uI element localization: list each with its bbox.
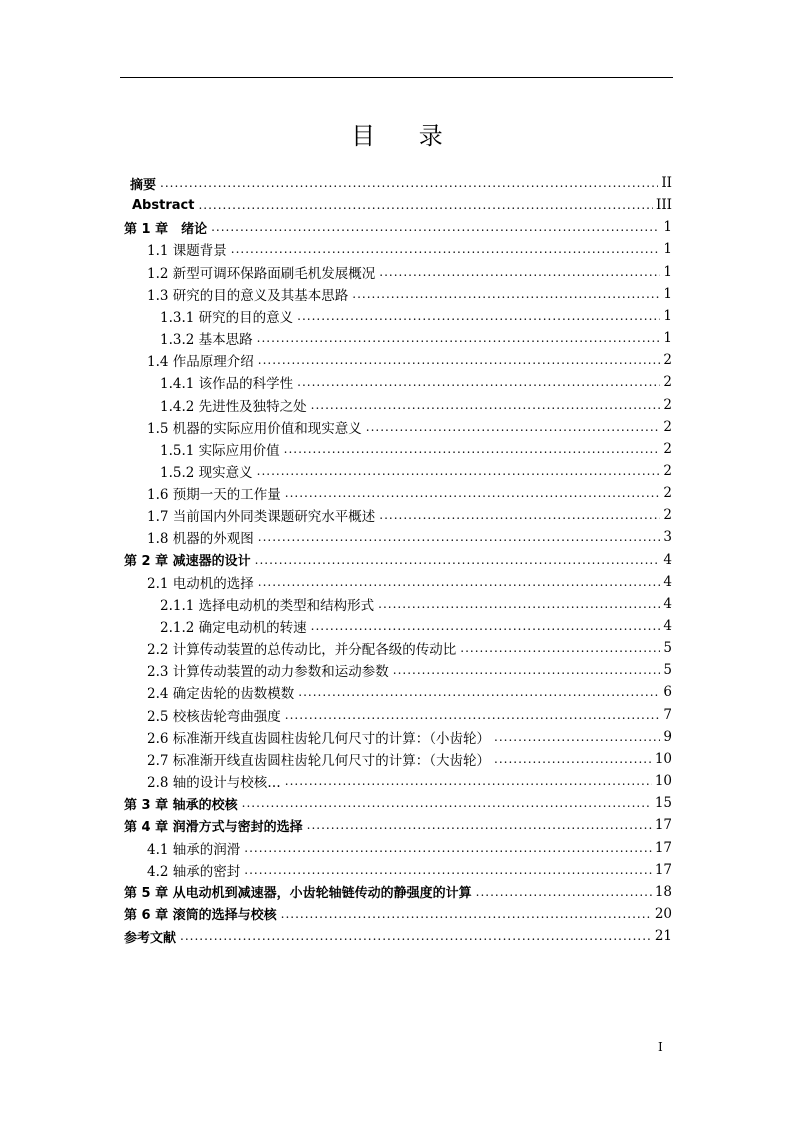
toc-entry-page: 2 — [663, 352, 672, 369]
toc-leader-dots — [242, 796, 652, 810]
toc-entry[interactable] — [147, 482, 672, 504]
toc-leader-dots — [198, 198, 653, 212]
toc-entry-page: 1 — [663, 307, 672, 324]
toc-entry-page: 2 — [663, 418, 672, 435]
toc-leader-dots — [244, 841, 652, 855]
toc-entry-label: 1.8 机器的外观图 — [147, 531, 254, 548]
toc-entry-page: 5 — [663, 640, 672, 657]
toc-entry-page: 10 — [654, 750, 672, 767]
toc-entry[interactable] — [147, 770, 672, 792]
toc-entry-page: 21 — [654, 928, 672, 945]
toc-entry-label: 第 2 章 减速器的设计 — [124, 554, 251, 570]
toc-entry[interactable] — [124, 903, 672, 925]
toc-leader-dots — [494, 752, 652, 766]
toc-entry-page: 2 — [663, 507, 672, 524]
toc-leader-dots — [258, 530, 661, 544]
toc-leader-dots — [366, 420, 661, 434]
toc-entry-label: 2.6 标准渐开线直齿圆柱齿轮几何尺寸的计算：（小齿轮） — [147, 730, 491, 747]
toc-leader-dots — [244, 863, 652, 877]
toc-leader-dots — [311, 398, 661, 412]
toc-entry[interactable] — [147, 238, 672, 260]
toc-entry-label: 2.2 计算传动装置的总传动比，并分配各级的传动比 — [147, 642, 457, 659]
toc-entry[interactable] — [147, 726, 672, 748]
toc-leader-dots — [258, 575, 661, 589]
toc-entry[interactable] — [160, 305, 672, 327]
toc-entry[interactable] — [124, 792, 672, 814]
toc-entry[interactable] — [124, 216, 672, 238]
toc-entry-page: 17 — [654, 861, 672, 878]
toc-leader-dots — [311, 619, 661, 633]
toc-leader-dots — [379, 508, 660, 522]
toc-leader-dots — [281, 907, 652, 921]
toc-entry-label: 1.2 新型可调环保路面刷毛机发展概况 — [147, 265, 376, 282]
toc-entry-page: 2 — [663, 462, 672, 479]
toc-entry-label: 2.1.1 选择电动机的类型和结构形式 — [160, 597, 375, 614]
toc-leader-dots — [211, 220, 660, 234]
toc-leader-dots — [231, 242, 661, 256]
toc-entry[interactable] — [147, 704, 672, 726]
toc-leader-dots — [258, 353, 661, 367]
toc-entry-page: 10 — [654, 773, 672, 790]
toc-entry[interactable] — [160, 615, 672, 637]
toc-entry[interactable] — [147, 526, 672, 548]
toc-entry-label: 1.4 作品原理介绍 — [147, 354, 254, 371]
toc-entry-label: 1.5.1 实际应用价值 — [160, 442, 280, 459]
toc-entry[interactable] — [160, 460, 672, 482]
toc-entry[interactable] — [147, 659, 672, 681]
toc-entry-label: 1.6 预期一天的工作量 — [147, 487, 281, 504]
toc-entry[interactable] — [124, 814, 672, 836]
toc-entry[interactable] — [147, 859, 672, 881]
toc-entry-label: 摘要 — [130, 177, 157, 193]
toc-entry[interactable] — [124, 925, 672, 947]
toc-entry-page: 2 — [663, 485, 672, 502]
toc-entry[interactable] — [160, 593, 672, 615]
toc-leader-dots — [160, 176, 658, 190]
toc-entry-label: 1.5 机器的实际应用价值和现实意义 — [147, 420, 362, 437]
toc-entry-label: 1.4.2 先进性及独特之处 — [160, 398, 307, 415]
toc-leader-dots — [352, 287, 660, 301]
toc-entry-label: 参考文献 — [124, 930, 177, 946]
toc-entry-label: 2.3 计算传动装置的动力参数和运动参数 — [147, 664, 389, 681]
toc-entry-page: 1 — [663, 219, 672, 236]
toc-entry-page: 4 — [663, 551, 672, 568]
toc-entry-label: 1.4.1 该作品的科学性 — [160, 376, 294, 393]
header-rule — [120, 77, 673, 78]
toc-entry[interactable] — [147, 349, 672, 371]
toc-leader-dots — [285, 708, 661, 722]
toc-leader-dots — [255, 553, 661, 567]
toc-entry-page: 3 — [663, 529, 672, 546]
toc-entry-page: 4 — [663, 595, 672, 612]
toc-entry-label: 2.5 校核齿轮弯曲强度 — [147, 708, 281, 725]
toc-entry[interactable] — [147, 571, 672, 593]
toc-entry-page: 17 — [654, 839, 672, 856]
toc-entry[interactable] — [147, 748, 672, 770]
toc-entry[interactable] — [147, 416, 672, 438]
toc-entry-label: 2.1 电动机的选择 — [147, 575, 254, 592]
toc-entry[interactable] — [147, 504, 672, 526]
toc-leader-dots — [257, 331, 661, 345]
toc-leader-dots — [180, 929, 652, 943]
toc-entry-page: 1 — [663, 285, 672, 302]
toc-entry-label: 第 6 章 滚筒的选择与校核 — [124, 908, 277, 924]
toc-leader-dots — [297, 309, 660, 323]
toc-leader-dots — [307, 818, 652, 832]
toc-leader-dots — [476, 885, 652, 899]
toc-leader-dots — [285, 486, 661, 500]
toc-entry-label: 2.8 轴的设计与校核… — [147, 775, 281, 792]
toc-entry-label: 1.3.2 基本思路 — [160, 332, 253, 349]
toc-entry[interactable] — [124, 881, 672, 903]
toc-leader-dots — [393, 663, 661, 677]
toc-entry-page: 2 — [663, 396, 672, 413]
toc-entry-label: 1.7 当前国内外同类课题研究水平概述 — [147, 509, 376, 526]
toc-leader-dots — [285, 774, 652, 788]
toc-leader-dots — [494, 730, 660, 744]
toc-entry[interactable] — [147, 261, 672, 283]
toc-entry-label: 1.3.1 研究的目的意义 — [160, 309, 294, 326]
toc-entry[interactable] — [160, 394, 672, 416]
toc-entry-label: 第 5 章 从电动机到减速器，小齿轮轴链传动的静强度的计算 — [124, 886, 472, 902]
toc-entry-label: 2.1.2 确定电动机的转速 — [160, 620, 307, 636]
page-title: 目 录 — [351, 122, 461, 150]
toc-entry-label: 第 4 章 润滑方式与密封的选择 — [124, 819, 303, 835]
toc-entry-label: 1.5.2 现实意义 — [160, 464, 253, 481]
toc-entry-page: 18 — [654, 883, 672, 900]
toc-entry-page: 7 — [663, 706, 672, 723]
toc-leader-dots — [297, 375, 660, 389]
toc-entry-label: 4.1 轴承的润滑 — [147, 841, 241, 858]
toc-entry[interactable] — [147, 837, 672, 859]
toc-entry-label: 2.4 确定齿轮的齿数模数 — [147, 686, 295, 703]
toc-entry-page: 1 — [663, 330, 672, 347]
toc-entry-page: 1 — [663, 241, 672, 258]
toc-entry-label: 第 3 章 轴承的校核 — [124, 797, 238, 813]
toc-leader-dots — [257, 464, 661, 478]
toc-leader-dots — [298, 685, 660, 699]
toc-leader-dots — [460, 641, 660, 655]
toc-entry-page: 1 — [663, 263, 672, 280]
toc-entry-page: 4 — [663, 573, 672, 590]
toc-entry-page: 2 — [663, 440, 672, 457]
toc-entry-label: 2.7 标准渐开线直齿圆柱齿轮几何尺寸的计算：（大齿轮） — [147, 752, 491, 769]
toc-entry[interactable] — [147, 283, 672, 305]
toc-entry[interactable] — [147, 681, 672, 703]
toc-leader-dots — [378, 597, 660, 611]
toc-leader-dots — [284, 442, 661, 456]
toc-entry-page: 15 — [654, 795, 672, 812]
toc-entry-page: 20 — [654, 905, 672, 922]
toc-entry-page: II — [661, 175, 672, 191]
page-number: I — [658, 1040, 663, 1054]
toc-entry-label: 4.2 轴承的密封 — [147, 863, 241, 880]
toc-entry-page: 4 — [663, 618, 672, 634]
toc-entry[interactable] — [147, 637, 672, 659]
toc-entry-label: 1.1 课题背景 — [147, 243, 227, 260]
toc-entry[interactable] — [160, 438, 672, 460]
toc-entry[interactable] — [132, 194, 672, 216]
toc-entry-label: 第 1 章 绪论 — [124, 221, 208, 237]
toc-entry-page: 9 — [663, 728, 672, 745]
toc-entry-page: III — [656, 197, 672, 214]
toc-entry-page: 17 — [654, 817, 672, 834]
toc-entry[interactable] — [130, 172, 672, 194]
toc-entry-page: 2 — [663, 374, 672, 391]
toc-entry[interactable] — [160, 371, 672, 393]
toc-entry[interactable] — [124, 549, 672, 571]
toc-leader-dots — [379, 265, 660, 279]
toc-entry-label: Abstract — [132, 197, 195, 213]
toc-entry[interactable] — [160, 327, 672, 349]
toc-entry-page: 6 — [663, 684, 672, 701]
toc-entry-page: 5 — [663, 662, 672, 679]
toc-entry-label: 1.3 研究的目的意义及其基本思路 — [147, 287, 349, 304]
